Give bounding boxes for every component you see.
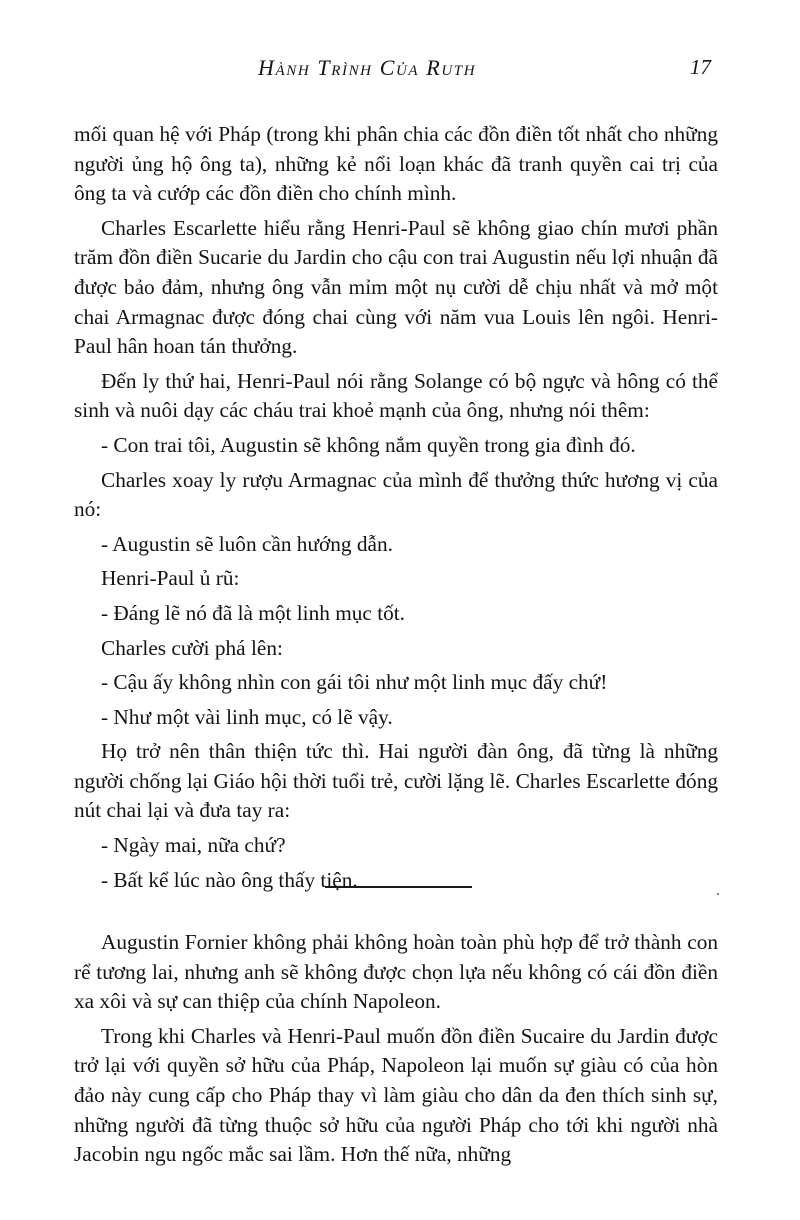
paragraph: Augustin Fornier không phải không hoàn toàn phù hợp để trở thành con rể tương lai, nhưng anh sẽ không được chọn lựa nếu không có cái đồn điền xa xôi và sự can thiệp của chính Napoleon.	[74, 930, 718, 1014]
dialogue-line: - Cậu ấy không nhìn con gái tôi như một linh mục đấy chứ!	[101, 670, 608, 695]
dialogue-line: - Như một vài linh mục, có lẽ vậy.	[101, 704, 393, 729]
section-separator-rule	[325, 886, 472, 888]
dialogue-line: - Augustin sẽ luôn cần hướng dẫn.	[101, 531, 393, 556]
paragraph: Charles xoay ly rượu Armagnac của mình để thưởng thức hương vị của nó:	[74, 467, 718, 522]
dialogue-line: Henri-Paul ủ rũ:	[101, 566, 240, 591]
dialogue-line: - Ngày mai, nữa chứ?	[101, 833, 286, 858]
paragraph-continuation: mối quan hệ với Pháp (trong khi phân chia các đồn điền tốt nhất cho những người ủng hộ ông ta), những kẻ nổi loạn khác đã tranh quyền cai trị của ông ta và cướp các đồn điền cho chính mình.	[74, 122, 718, 206]
section-2-text	[74, 928, 718, 1175]
dialogue-line: - Con trai tôi, Augustin sẽ không nắm quyền trong gia đình đó.	[101, 432, 636, 457]
paragraph: Trong khi Charles và Henri-Paul muốn đồn điền Sucaire du Jardin được trở lại với quyền sở hữu của Pháp, Napoleon lại muốn sự giàu có của hòn đảo này cung cấp cho Pháp thay vì làm giàu cho dân da đen thích sinh sự, những người đã từng thuộc sở hữu của người Pháp cho tới khi người nhà Jacobin ngu ngốc mắc sai lầm. Hơn thế nữa, những	[74, 1023, 718, 1167]
paragraph: Charles Escarlette hiểu rằng Henri-Paul sẽ không giao chín mươi phần trăm đồn điền Sucarie du Jardin cho cậu con trai Augustin nếu lợi nhuận đã được bảo đảm, nhưng ông vẫn mỉm một nụ cười dễ chịu nhất và mở một chai Armagnac được đóng chai cùng với năm vua Louis lên ngôi. Henri-Paul hân hoan tán thưởng.	[74, 215, 718, 359]
paragraph: Đến ly thứ hai, Henri-Paul nói rằng Solange có bộ ngực và hông có thể sinh và nuôi dạy các cháu trai khoẻ mạnh của ông, nhưng nói thêm:	[74, 368, 718, 423]
paragraph: Họ trở nên thân thiện tức thì. Hai người đàn ông, đã từng là những người chống lại Giáo hội thời tuổi trẻ, cười lặng lẽ. Charles Escarlette đóng nút chai lại và đưa tay ra:	[74, 739, 718, 823]
section-1-text	[74, 120, 718, 900]
dialogue-line: - Đáng lẽ nó đã là một linh mục tốt.	[101, 600, 406, 625]
page-number: 17	[690, 55, 711, 79]
dialogue-line: - Bất kể lúc nào ông thấy tiện.	[101, 867, 358, 892]
running-title: Hành Trình Của Ruth	[258, 55, 477, 80]
dialogue-line: Charles cười phá lên:	[101, 635, 283, 660]
running-head	[0, 55, 800, 85]
scan-speck	[717, 893, 719, 895]
